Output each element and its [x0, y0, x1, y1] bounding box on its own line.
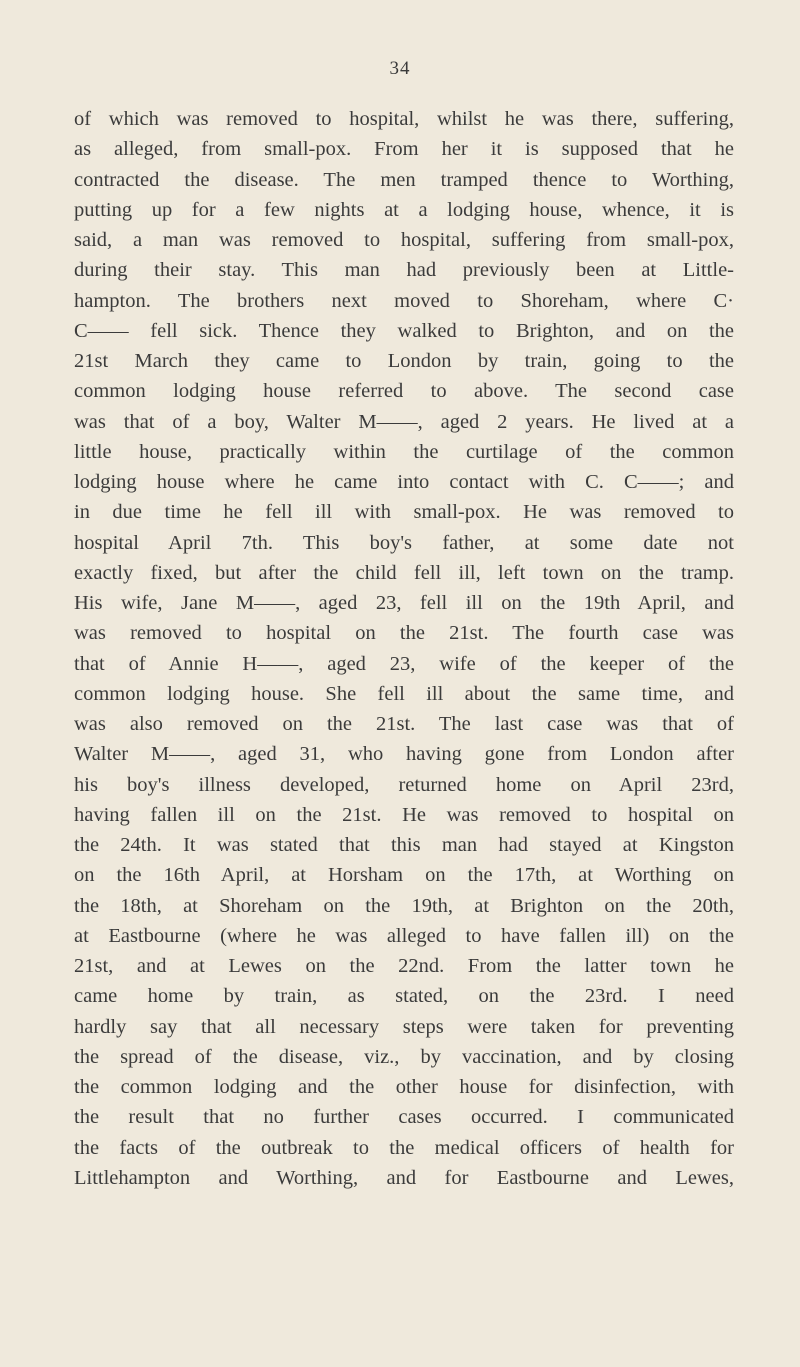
body-text: [74, 104, 734, 1193]
text-line: common lodging house. She fell ill about the same time, and: [74, 682, 734, 705]
text-line: contracted the disease. The men tramped thence to Worthing,: [74, 168, 734, 191]
text-line: His wife, Jane M——, aged 23, fell ill on the 19th April, and: [74, 592, 734, 614]
text-line: was also removed on the 21st. The last case was that of: [74, 713, 734, 735]
text-line: Walter M——, aged 31, who having gone from London after: [74, 743, 734, 766]
text-line: lodging house where he came into contact with C. C——; and: [74, 471, 734, 493]
text-line: common lodging house referred to above. The second case: [74, 380, 734, 403]
text-line: came home by train, as stated, on the 23rd. I need: [74, 985, 734, 1008]
text-line: on the 16th April, at Horsham on the 17th, at Worthing on: [74, 864, 734, 887]
text-line: the spread of the disease, viz., by vaccination, and by closing: [74, 1045, 734, 1068]
text-line: the facts of the outbreak to the medical officers of health for: [74, 1136, 734, 1159]
text-line: Littlehampton and Worthing, and for Eastbourne and Lewes,: [74, 1166, 734, 1189]
text-line: little house, practically within the curtilage of the common: [74, 440, 734, 463]
text-line: 21st March they came to London by train, going to the: [74, 350, 734, 372]
text-line: during their stay. This man had previously been at Little-: [74, 259, 734, 282]
text-line: the 24th. It was stated that this man had stayed at Kingston: [74, 834, 734, 856]
text-line: as alleged, from small-pox. From her it is supposed that he: [74, 138, 734, 161]
page-number: 34: [389, 58, 411, 79]
text-line: the common lodging and the other house for disinfection, with: [74, 1076, 734, 1098]
text-line: said, a man was removed to hospital, suffering from small-pox,: [74, 229, 734, 251]
text-line: the result that no further cases occurred. I communicated: [74, 1106, 734, 1129]
text-line: of which was removed to hospital, whilst he was there, suffering,: [74, 108, 734, 130]
text-line: hardly say that all necessary steps were taken for preventing: [74, 1015, 734, 1038]
text-line: in due time he fell ill with small-pox. He was removed to: [74, 501, 734, 524]
text-line: having fallen ill on the 21st. He was removed to hospital on: [74, 803, 734, 826]
text-line: hospital April 7th. This boy's father, at some date not: [74, 531, 734, 554]
text-line: putting up for a few nights at a lodging house, whence, it is: [74, 198, 734, 221]
text-line: 21st, and at Lewes on the 22nd. From the latter town he: [74, 955, 734, 977]
text-line: the 18th, at Shoreham on the 19th, at Brighton on the 20th,: [74, 894, 734, 917]
text-line: hampton. The brothers next moved to Shoreham, where C·: [74, 289, 734, 312]
text-line: was that of a boy, Walter M——, aged 2 years. He lived at a: [74, 410, 734, 433]
text-line: at Eastbourne (where he was alleged to have fallen ill) on the: [74, 924, 734, 947]
text-line: was removed to hospital on the 21st. The fourth case was: [74, 622, 734, 645]
text-line: that of Annie H——, aged 23, wife of the keeper of the: [74, 652, 734, 675]
text-line: C—— fell sick. Thence they walked to Brighton, and on the: [74, 319, 734, 342]
text-line: his boy's illness developed, returned home on April 23rd,: [74, 773, 734, 796]
text-line: exactly fixed, but after the child fell ill, left town on the tramp.: [74, 561, 734, 584]
